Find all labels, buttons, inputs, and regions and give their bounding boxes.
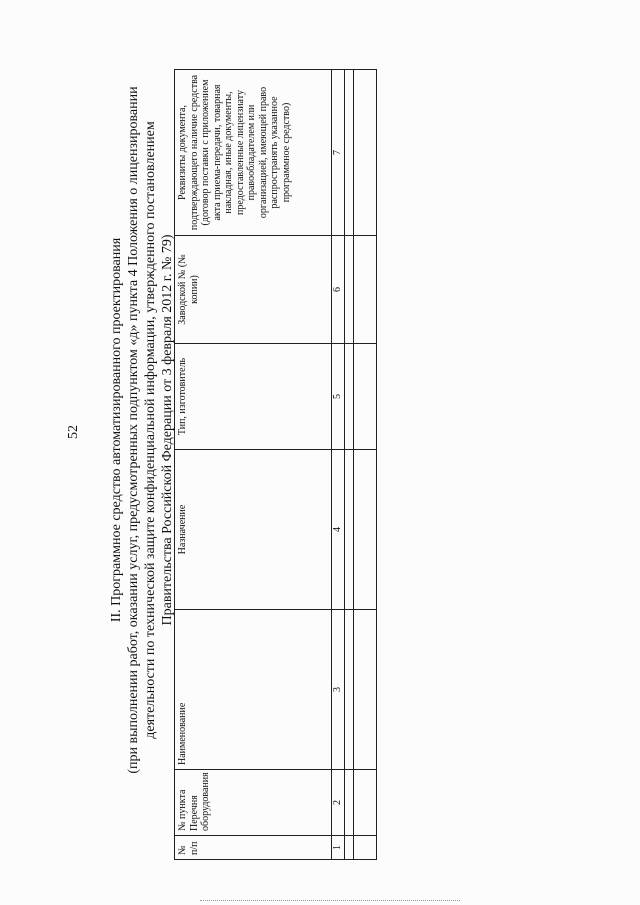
table-cell [354,450,377,610]
column-number: 4 [332,450,345,610]
header-cell-serial-number: Заводской № (№ копии) [175,236,332,344]
header-cell-number: № п/п [175,836,332,860]
table-cell [354,610,377,770]
equipment-table [174,69,377,860]
table-cell [354,70,377,236]
column-number: 1 [332,836,345,860]
table-cell [345,236,354,344]
table-cell [345,450,354,610]
table-cell [345,70,354,236]
table-cell [345,344,354,450]
scan-edge-artifact [200,900,460,902]
header-cell-document-details: Реквизиты документа, подтверждающего наличие средства (договор поставки с приложением акта приема-передачи, товарная накладная, иные документы, предоставленные лицензиату правообладателем или организацией, имеющей право распространять указанное программное средство) [175,70,332,236]
heading-line-3: деятельности по технической защите конфиденциальной информации, утвержденного постановлением [143,121,158,739]
table-cell [345,770,354,836]
column-number: 3 [332,610,345,770]
table-cell [354,770,377,836]
column-number: 2 [332,770,345,836]
table-cell [354,836,377,860]
table-cell [354,236,377,344]
header-cell-type-manufacturer: Тип, изготовитель [175,344,332,450]
heading-line-2: (при выполнении работ, оказании услуг, предусмотренных подпунктом «д» пункта 4 Положения о лицензировании [126,86,141,774]
table-cell [345,610,354,770]
column-number: 6 [332,236,345,344]
heading-line-1: II. Программное средство автоматизированного проектирования [109,237,124,623]
table-header-row [175,70,332,860]
table-row [345,70,354,860]
header-cell-purpose: Назначение [175,450,332,610]
page-number: 52 [66,425,81,439]
table-cell [354,344,377,450]
column-number: 7 [332,70,345,236]
section-heading [108,0,176,860]
rotated-landscape-content [66,0,446,860]
column-number-row [332,70,345,860]
column-number: 5 [332,344,345,450]
table-row [354,70,377,860]
table-cell [345,836,354,860]
header-cell-list-item: № пункта Перечня оборудования [175,770,332,836]
header-cell-name: Наименование [175,610,332,770]
heading-line-4: Правительства Российской Федерации от 3 февраля 2012 г. № 79) [160,234,175,626]
